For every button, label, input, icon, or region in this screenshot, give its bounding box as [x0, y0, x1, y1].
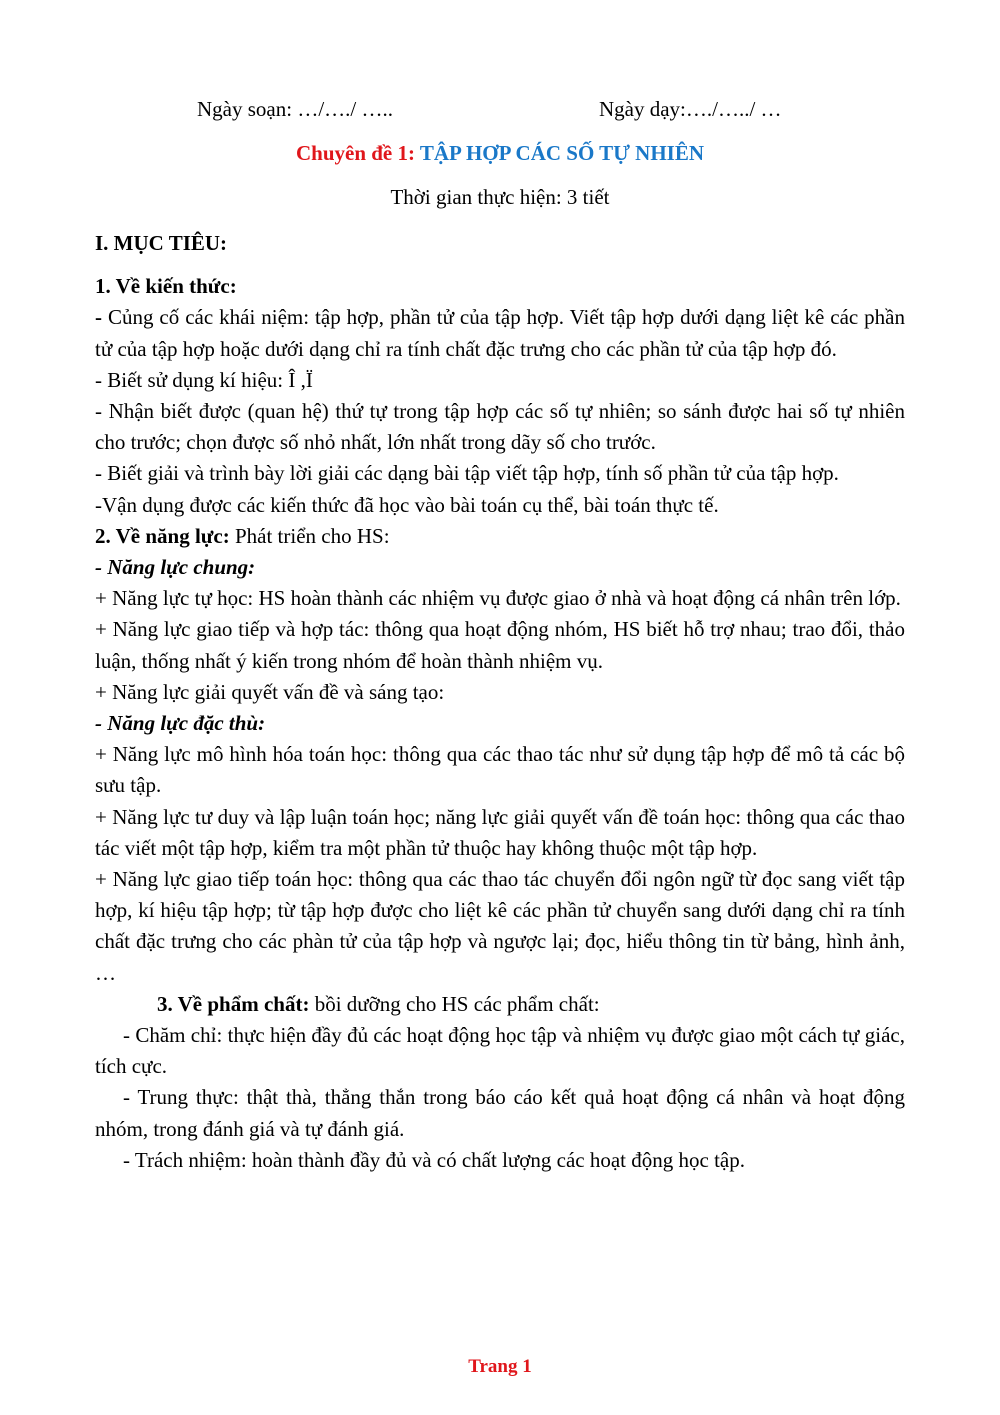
competence-item: + Năng lực giao tiếp và hợp tác: thông qua hoạt động nhóm, HS biết hỗ trợ nhau; trao đổi, thảo luận, thống nhất ý kiến trong nhóm để hoàn thành nhiệm vụ.	[95, 617, 905, 673]
knowledge-item-text: Củng cố các khái niệm: tập hợp, phần tử của tập hợp. Viết tập hợp dưới dạng liệt kê các phần tử của tập hợp hoặc dưới dạng chỉ ra tính chất đặc trưng cho các phần tử của tập hợp đó.	[95, 305, 905, 361]
knowledge-item: - Nhận biết được (quan hệ) thứ tự trong tập hợp các số tự nhiên; so sánh được hai số tự nhiên cho trước; chọn được số nhỏ nhất, lớn nhất trong dãy số cho trước.	[95, 399, 905, 455]
competence-heading-line	[95, 521, 905, 552]
competence-item: + Năng lực tự học: HS hoàn thành các nhiệm vụ được giao ở nhà và hoạt động cá nhân trên lớp.	[95, 586, 901, 611]
section-heading-objectives: I. MỤC TIÊU:	[95, 231, 228, 255]
qualities-heading-rest: bồi dưỡng cho HS các phẩm chất:	[309, 991, 600, 1016]
knowledge-item: - Biết sử dụng kí hiệu: Î ,Ï	[95, 367, 313, 392]
competence-heading-rest: Phát triển cho HS:	[229, 523, 390, 548]
knowledge-item: - Biết giải và trình bày lời giải các dạng bài tập viết tập hợp, tính số phần tử của tập hợp.	[95, 461, 839, 486]
page-content	[95, 94, 905, 1176]
title-prefix: Chuyên đề 1:	[295, 141, 415, 165]
subheading-knowledge: 1. Về kiến thức:	[95, 274, 237, 299]
date-prepared: Ngày soạn: …/…./ …..	[197, 97, 393, 121]
title-main: TẬP HỢP CÁC SỐ TỰ NHIÊN	[419, 141, 705, 165]
page-title	[95, 138, 905, 170]
date-taught: Ngày dạy:…./…../ …	[599, 97, 782, 121]
qualities-heading-line	[95, 989, 905, 1020]
specific-competence-heading: - Năng lực đặc thù:	[95, 711, 266, 736]
quality-item: - Trách nhiệm: hoàn thành đầy đủ và có chất lượng các hoạt động học tập.	[123, 1147, 745, 1172]
competence-item: + Năng lực tư duy và lập luận toán học; năng lực giải quyết vấn đề toán học: thông qua các thao tác viết một tập hợp, kiểm tra một phần tử thuộc hay không thuộc một tập hợp.	[95, 804, 905, 860]
competence-item: + Năng lực giải quyết vấn đề và sáng tạo:	[95, 679, 445, 704]
knowledge-item-lead: -	[95, 305, 108, 330]
knowledge-item	[95, 302, 905, 364]
duration-text: Thời gian thực hiện: 3 tiết	[390, 185, 610, 209]
quality-item: - Chăm chỉ: thực hiện đầy đủ các hoạt động học tập và nhiệm vụ được giao một cách tự giác, tích cực.	[95, 1023, 905, 1079]
knowledge-item: -Vận dụng được các kiến thức đã học vào bài toán cụ thể, bài toán thực tế.	[95, 492, 719, 517]
subheading-competence: 2. Về năng lực:	[95, 523, 230, 548]
subheading-qualities: 3. Về phẩm chất:	[157, 991, 310, 1016]
competence-item: + Năng lực giao tiếp toán học: thông qua các thao tác chuyển đổi ngôn ngữ từ đọc sang viết tập hợp, kí hiệu tập hợp; từ tập hợp được cho liệt kê các phần tử chuyển sang dưới dạng chỉ ra tính chất đặc trưng cho các phàn tử của tập hợp và ngược lại; đọc, hiểu thông tin từ bảng, hình ảnh, …	[95, 867, 905, 985]
general-competence-heading: - Năng lực chung:	[95, 555, 256, 580]
quality-item: - Trung thực: thật thà, thẳng thắn trong báo cáo kết quả hoạt động cá nhân và hoạt động nhóm, trong đánh giá và tự đánh giá.	[95, 1085, 905, 1141]
competence-item: + Năng lực mô hình hóa toán học: thông qua các thao tác như sử dụng tập hợp để mô tả các bộ sưu tập.	[95, 742, 905, 798]
date-row	[95, 94, 905, 126]
page-number: Trang 1	[468, 1356, 532, 1377]
